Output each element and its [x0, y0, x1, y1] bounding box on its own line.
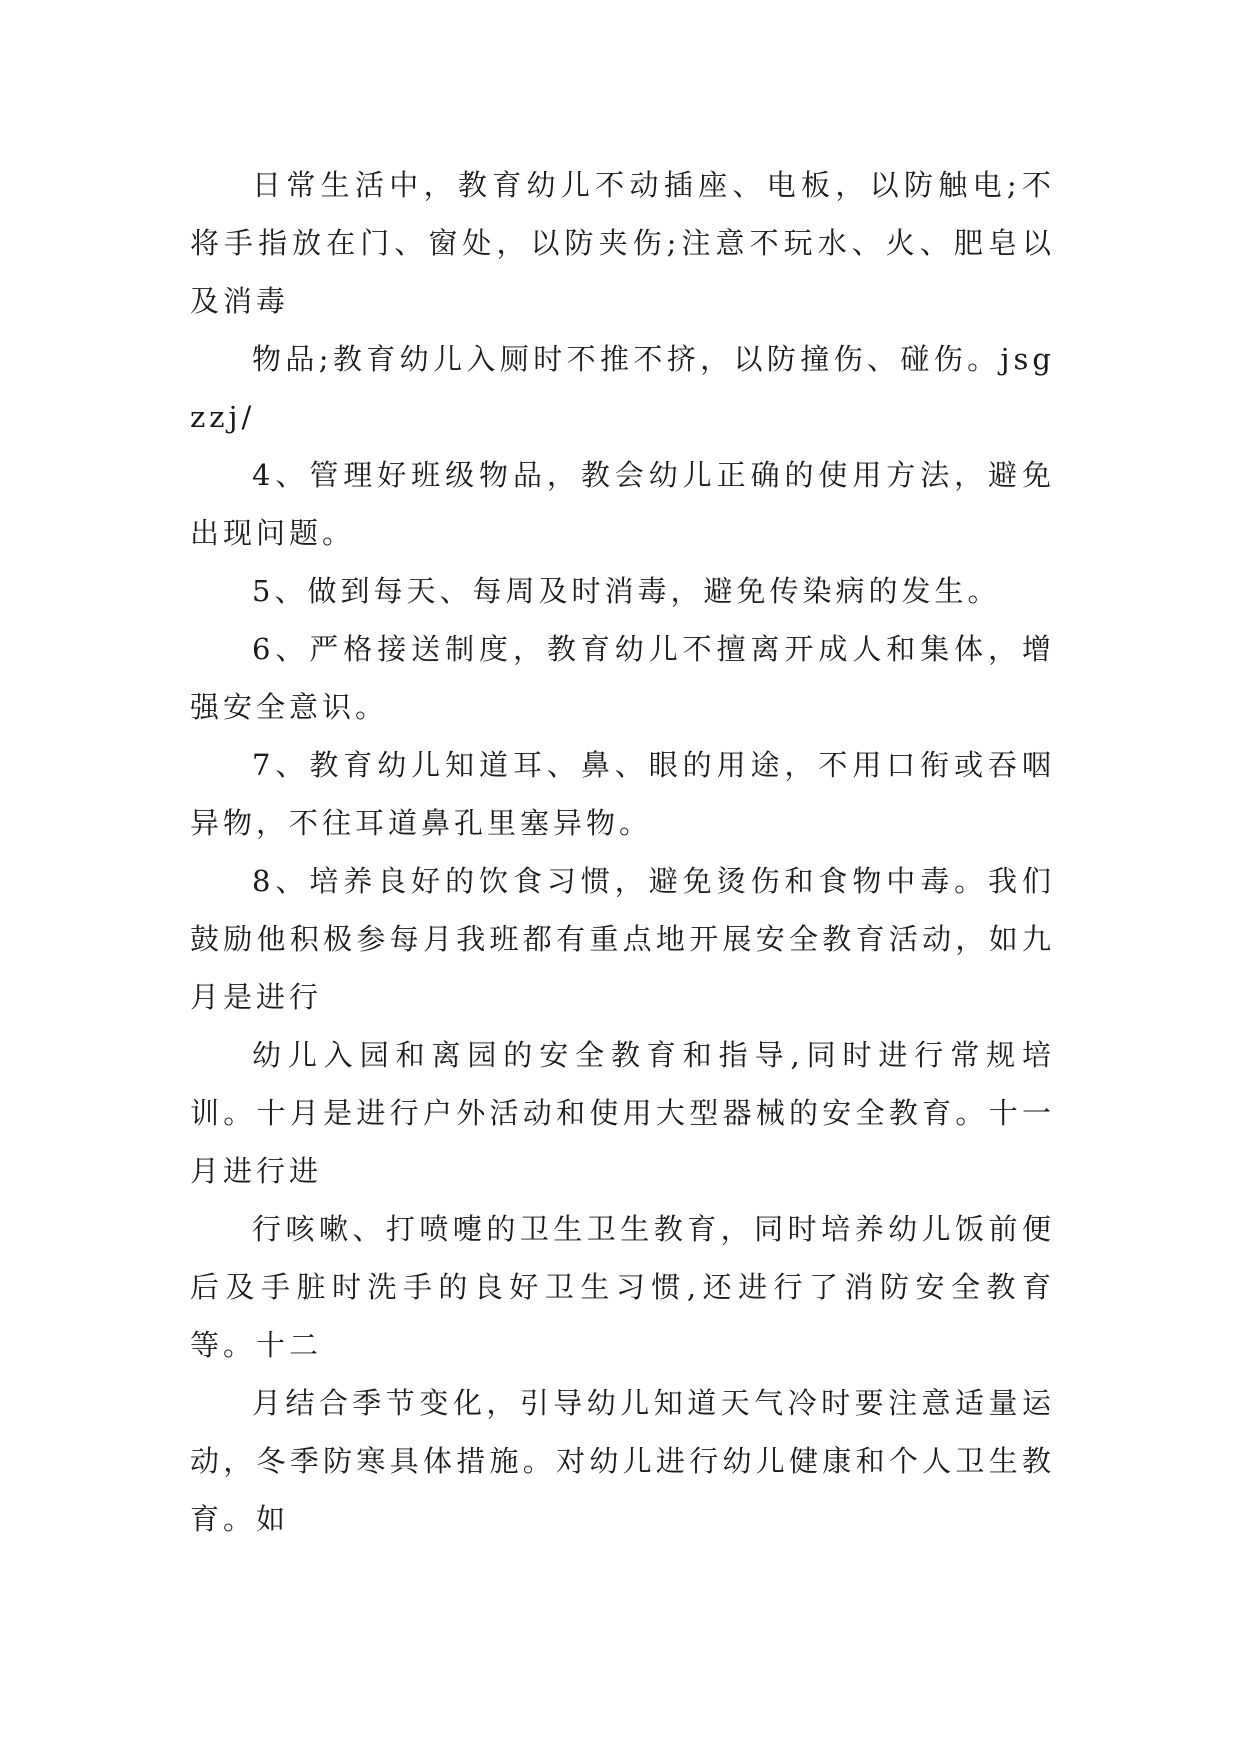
paragraph-2: 物品;教育幼儿入厕时不推不挤，以防撞伤、碰伤。jsgzzj/ — [190, 342, 1055, 434]
paragraph-8: 幼儿入园和离园的安全教育和指导,同时进行常规培训。十月是进行户外活动和使用大型器械的安全教育。十一月进行进 — [190, 1038, 1055, 1188]
paragraph-9: 行咳嗽、打喷嚏的卫生卫生教育，同时培养幼儿饭前便后及手脏时洗手的良好卫生习惯,还进行了消防安全教育等。十二 — [190, 1212, 1055, 1362]
paragraph-7: 8、培养良好的饮食习惯，避免烫伤和食物中毒。我们鼓励他积极参每月我班都有重点地开展安全教育活动，如九月是进行 — [190, 864, 1055, 1014]
paragraph-3: 4、管理好班级物品，教会幼儿正确的使用方法，避免出现问题。 — [190, 458, 1055, 550]
paragraph-4: 5、做到每天、每周及时消毒，避免传染病的发生。 — [252, 574, 1001, 608]
paragraph-5: 6、严格接送制度，教育幼儿不擅离开成人和集体，增强安全意识。 — [190, 632, 1055, 724]
paragraph-6: 7、教育幼儿知道耳、鼻、眼的用途，不用口衔或吞咽异物，不往耳道鼻孔里塞异物。 — [190, 748, 1055, 840]
document-body — [190, 156, 1055, 1548]
paragraph-10: 月结合季节变化，引导幼儿知道天气冷时要注意适量运动，冬季防寒具体措施。对幼儿进行幼儿健康和个人卫生教育。如 — [190, 1386, 1055, 1536]
paragraph-1: 日常生活中，教育幼儿不动插座、电板，以防触电;不将手指放在门、窗处，以防夹伤;注意不玩水、火、肥皂以及消毒 — [190, 168, 1055, 318]
